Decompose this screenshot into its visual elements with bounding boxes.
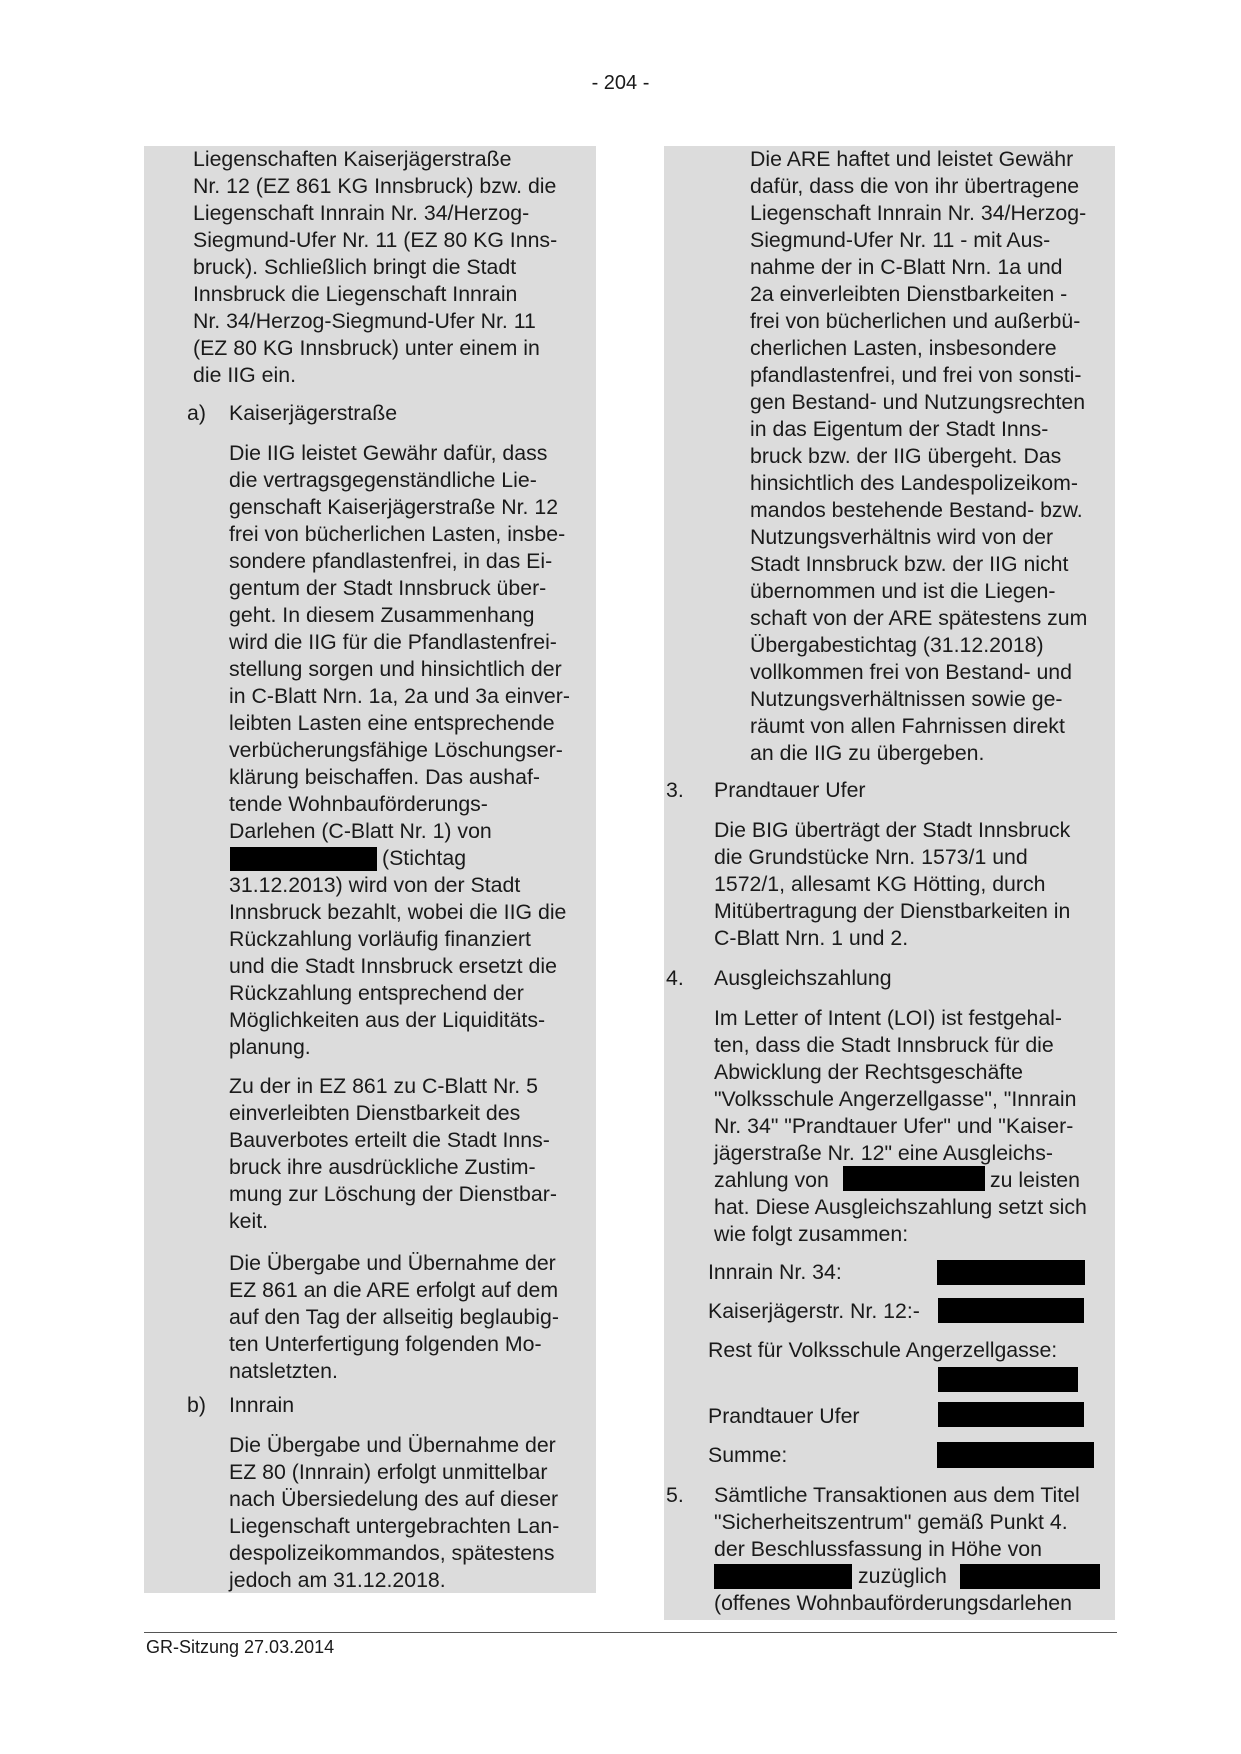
item-a-paragraph-1-continued: 31.12.2013) wird von der Stadt Innsbruck bezahlt, wobei die IIG die Rückzahlung vorläufig finanziert und die Stadt Innsbruck ersetzt die Rückzahlung entsprechend der Möglichkeiten aus der Liquiditäts- planung.	[229, 873, 567, 1059]
item-a-marker: a)	[187, 401, 206, 425]
item-a-title: Kaiserjägerstraße	[229, 401, 398, 425]
item-5-last-line: (offenes Wohnbauförderungsdarlehen	[714, 1591, 1072, 1615]
left-intro-paragraph: Liegenschaften Kaiserjägerstraße Nr. 12 (EZ 861 KG Innsbruck) bzw. die Liegenschaft Innrain Nr. 34/Herzog- Siegmund-Ufer Nr. 11 (EZ 80 KG Inns- bruck). Schließlich bringt die Stadt Innsbruck die Liegenschaft Innrain Nr. 34/Herzog-Siegmund-Ufer Nr. 11 (EZ 80 KG Innsbruck) unter einem in die IIG ein.	[193, 147, 558, 387]
item-a-paragraph-1: Die IIG leistet Gewähr dafür, dass die vertragsgegenständliche Lie- genschaft Kaiserjägerstraße Nr. 12 frei von bücherlichen Lasten, insbe- sondere pfandlastenfrei, in das Ei- gentum der Stadt Innsbruck über- geht. In diesem Zusammenhang wird die IIG für die Pfandlastenfrei- stellung sorgen und hinsichtlich der in C-Blatt Nrn. 1a, 2a und 3a einver- leibten Lasten eine entsprechende verbücherungsfähige Löschungser- klärung beischaffen. Das aushaf- tende Wohnbauförderungs- Darlehen (C-Blatt Nr. 1) von	[229, 441, 570, 843]
redaction-box	[843, 1166, 985, 1191]
redaction-box	[938, 1298, 1084, 1323]
list-rest-label: Rest für Volksschule Angerzellgasse:	[708, 1338, 1058, 1362]
item-a-paragraph-2: Zu der in EZ 861 zu C-Blatt Nr. 5 einverleibten Dienstbarkeit des Bauverbotes erteilt die Stadt Inns- bruck ihre ausdrückliche Zustim- mung zur Löschung der Dienstbar- keit.	[229, 1074, 557, 1233]
redaction-box	[938, 1402, 1084, 1427]
item-3-title: Prandtauer Ufer	[714, 778, 866, 802]
redaction-box	[937, 1260, 1085, 1285]
item-b-marker: b)	[187, 1393, 206, 1417]
footer-text: GR-Sitzung 27.03.2014	[146, 1637, 335, 1657]
item-b-title: Innrain	[229, 1393, 295, 1417]
page-number: - 204 -	[591, 72, 650, 94]
redaction-box	[937, 1442, 1094, 1468]
item-4-marker: 4.	[666, 966, 684, 990]
zuzueglich-text: zuzüglich	[858, 1564, 947, 1588]
redaction-box	[714, 1564, 852, 1589]
item-5-paragraph: Sämtliche Transaktionen aus dem Titel "Sicherheitszentrum" gemäß Punkt 4. der Beschlussfassung in Höhe von	[714, 1483, 1080, 1561]
item-a-paragraph-3: Die Übergabe und Übernahme der EZ 861 an die ARE erfolgt auf dem auf den Tag der allseitig beglaubig- ten Unterfertigung folgenden Mo- natsletzten.	[229, 1251, 559, 1383]
zahlung-von-text: zahlung von	[714, 1168, 829, 1192]
redaction-box	[938, 1367, 1078, 1392]
list-kaiserjaeger-label: Kaiserjägerstr. Nr. 12:-	[708, 1299, 920, 1323]
item-b-paragraph-1: Die Übergabe und Übernahme der EZ 80 (Innrain) erfolgt unmittelbar nach Übersiedelung des auf dieser Liegenschaft untergebrachten Lan- despolizeikommandos, spätestens jedoch am 31.12.2018.	[229, 1433, 560, 1592]
redaction-box	[230, 847, 377, 871]
footer-divider	[144, 1632, 1117, 1633]
item-4-paragraph: Im Letter of Intent (LOI) ist festgehal- ten, dass die Stadt Innsbruck für die Abwicklung der Rechtsgeschäfte "Volksschule Angerzellgasse", "Innrain Nr. 34" "Prandtauer Ufer" und "Kaiser- jägerstraße Nr. 12" eine Ausgleichs-	[714, 1006, 1077, 1165]
item-4-title: Ausgleichszahlung	[714, 966, 892, 990]
redaction-box	[960, 1564, 1100, 1589]
item-4-paragraph-continued: hat. Diese Ausgleichszahlung setzt sich wie folgt zusammen:	[714, 1195, 1087, 1246]
list-prandtauer-label: Prandtauer Ufer	[708, 1404, 860, 1428]
item-3-marker: 3.	[666, 778, 684, 802]
list-summe-label: Summe:	[708, 1443, 788, 1467]
zu-leisten-text: zu leisten	[990, 1168, 1080, 1192]
stichtag-text: (Stichtag	[382, 846, 467, 870]
list-innrain-label: Innrain Nr. 34:	[708, 1260, 842, 1284]
right-intro-paragraph: Die ARE haftet und leistet Gewähr dafür, dass die von ihr übertragene Liegenschaft Innrain Nr. 34/Herzog- Siegmund-Ufer Nr. 11 - mit Aus- nahme der in C-Blatt Nrn. 1a und 2a einverleibten Dienstbarkeiten - frei von bücherlichen und außerbü- cherlichen Lasten, insbesondere pfandlastenfrei, und frei von sonsti- gen Bestand- und Nutzungsrechten in das Eigentum der Stadt Inns- bruck bzw. der IIG übergeht. Das hinsichtlich des Landespolizeikom- mandos bestehende Bestand- bzw. Nutzungsverhältnis wird von der Stadt Innsbruck bzw. der IIG nicht übernommen und ist die Liegen- schaft von der ARE spätestens zum Übergabestichtag (31.12.2018) vollkommen frei von Bestand- und Nutzungsverhältnissen sowie ge- räumt von allen Fahrnissen direkt an die IIG zu übergeben.	[750, 147, 1088, 765]
item-5-marker: 5.	[666, 1483, 684, 1507]
item-3-paragraph: Die BIG überträgt der Stadt Innsbruck die Grundstücke Nrn. 1573/1 und 1572/1, allesamt KG Hötting, durch Mitübertragung der Dienstbarkeiten in C-Blatt Nrn. 1 und 2.	[714, 818, 1071, 950]
